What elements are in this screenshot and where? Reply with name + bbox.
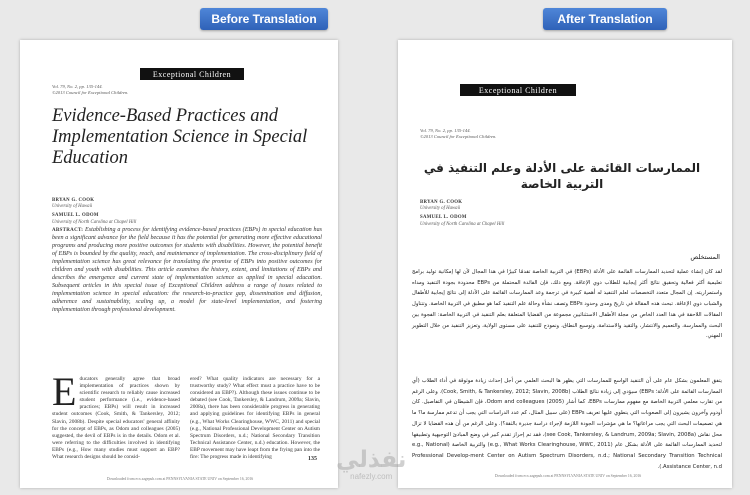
watermark-url: nafezly.com — [350, 472, 393, 481]
author-affiliation: University of North Carolina at Chapel Hill — [420, 221, 505, 227]
author-name: SAMUEL L. ODOM — [52, 213, 99, 219]
meta-line: ©2013 Council for Exceptional Children. — [52, 90, 129, 95]
original-page — [20, 40, 338, 488]
meta-line: ©2013 Council for Exceptional Children. — [420, 134, 497, 139]
meta-line: Vol. 79, No. 2, pp. 135-144. — [420, 128, 471, 133]
journal-band: Exceptional Children — [140, 68, 244, 80]
author-affiliation: University of North Carolina at Chapel Hill — [52, 219, 137, 225]
author-name: BRYAN G. COOK — [52, 198, 95, 203]
before-translation-label: Before Translation — [200, 8, 328, 30]
abstract-heading-arabic: المستخلص — [690, 253, 720, 261]
body-text: ducators generally agree that broad implementation of practices shown by scientific research to reliably cause increased student performance (i.e., evidence-based practices; EBPs) will result in increased student outcomes (Cook, Smith, & Tankersley, 2012; Slavin, 2008b). Despite special educators' general affinity for the concept of EBPs, as Odom and colleagues (2005) suggested, the devil of EBPs is in the details. Odom et al. were referring to the difficulties involved in identifying EBPs (e.g., How many studies must support an EBP? What research designs should be consid- — [52, 376, 180, 461]
abstract-arabic: لقد كان إنشاء عملية لتحديد الممارسات القائمة على الأدلة (EBPs) في التربية الخاصة تقدمًا كبيرًا في هذا المجال لأن لها إمكانية توليد برامج تعليمية أكثر فعالية وتحقيق نتائج أكثر إيجابية للطلاب ذوي الإعاقة. ومع ذلك، فإن الفائدة المحتملة من EBPs محدودة بجودة التنفيذ ومداه واستمراريته. إن المجال متعدد التخصصات لعلم التنفيذ له أهمية كبيرة في ترجمة وعد الممارسات القائمة على الأدلة إلى نتائج إيجابية للأطفال والشباب ذوي الإعاقة. تبحث هذه المقالة في تاريخ ومدى وحدود EBPs وتصف نشأة وحالة علم التنفيذ كما هو مطبق في التربية الخاصة. وتتناول المقالات اللاحقة في هذا العدد الخاص من مجلة الأطفال الاستثنائيين مجموعة من القضايا المتعلقة بعلم التنفيذ في التربية الخاصة: الفجوة بين البحث والممارسة، والتعميم والانتشار، والتقيد والاستدامة، وتوسيع النطاق، ونموذج للتنفيذ على مستوى الولاية، وتعزيز التنفيذ من خلال التطوير المهني. — [412, 269, 722, 340]
author-list — [420, 200, 504, 228]
nafezly-watermark — [336, 448, 406, 481]
author-affiliation: University of Hawaii — [420, 206, 461, 212]
body-column-1 — [52, 369, 180, 461]
journal-band: Exceptional Children — [460, 84, 576, 96]
article-meta — [52, 84, 128, 96]
author-affiliation: University of Hawaii — [52, 204, 93, 210]
author-name: BRYAN G. COOK — [420, 200, 463, 205]
author-list — [52, 198, 136, 226]
abstract-text: Establishing a process for identifying evidence-based practices (EBPs) in special education has been a significant advance for the field because it has the potential for generating more effective educational programs and producing more positive outcomes for students with disabilities. However, the potential benefit of EBPs is bounded by the quality, reach, and maintenance of implementation. The cross-disciplinary field of implementation science has great relevance for translating the promise of EBPs into positive outcomes for children and youth with disabilities. This article examines the history, extent, and limitations of EBPs and describes the emergence and current state of implementation science as applied in special education. Subsequent articles in this special issue of Exceptional Children address a range of issues related to implementation science in special education: the research-to-practice gap, dissemination and diffusion, adherence and sustainability, scaling up, a model for state-level implementation, and fostering implementation through professional development. — [52, 227, 322, 313]
translated-page — [398, 40, 732, 488]
abstract — [52, 227, 322, 314]
article-meta — [420, 128, 496, 140]
download-footer: Downloaded from ecx.sagepub.com at PENNSYLVANIA STATE UNIV on September 16, 2016 — [106, 477, 254, 481]
abstract-label: ABSTRACT: — [52, 228, 84, 233]
article-title-arabic: الممارسات القائمة على الأدلة وعلم التنفيذ في التربية الخاصة — [423, 161, 701, 191]
author-name: SAMUEL L. ODOM — [420, 215, 467, 221]
body-column-2 — [190, 376, 320, 461]
after-translation-label: After Translation — [543, 8, 667, 30]
drop-cap: E — [52, 369, 77, 414]
watermark-logo: نفذلي — [336, 447, 407, 473]
article-title: Evidence-Based Practices and Implementation Science in Special Education — [52, 106, 308, 168]
body-text: ered? What quality indicators are necessary for a trustworthy study? What effect must a practice have to be considered an EBP?). Although these issues continue to be debated (see Cook, Tankersley, & Landrum, 2009a; Slavin, 2008a), there has been considerable progress in generating and applying guidelines for identifying EBPs in general (e.g., What Works Clearinghouse, WWC, 2011) and special (e.g., National Professional Development Center on Autism Spectrum Disorders, n.d.; National Secondary Transition Technical Assistance Center, n.d.) education. However, the EBP movement may have leapt from the frying pan into the fire: The progress made in identifying — [190, 376, 320, 461]
meta-line: Vol. 79, No. 2, pp. 135-144. — [52, 84, 103, 89]
page-number: 135 — [308, 456, 317, 462]
download-footer: Downloaded from ecx.sagepub.com at PENNSYLVANIA STATE UNIV on September 16, 2016 — [494, 474, 642, 478]
body-text-arabic: يتفق المعلمون بشكل عام على أن التنفيذ الواسع للممارسات التي يظهر ها البحث العلمي من أجل إحداث زيادة موثوقة في أداء الطلاب (أي الممارسات القائمة على الأدلة؛ EBPs) سيؤدي إلى زيادة نتائج الطلاب (Cook, Smith, & Tankersley, 2012; Slavin, 2008b). وعلى الرغم من تقارب معلمي التربية الخاصة مع مفهوم ممارسات EBPs، كما أشار Odom and colleagues (2005)، فإن الشيطان في التفاصيل. كان أودوم وآخرون يشيرون إلى الصعوبات التي ينطوي عليها تعريف EBPs (على سبيل المثال، كم عدد الدراسات التي يجب أن تدعم ممارسة ما؟ ما هي تصميمات البحث التي يجب مراعاتها؟ ما هي مؤشرات الجودة اللازمة لإجراء دراسة جديرة بالثقة؟). وعلى الرغم من أن هذه القضايا لا تزال محل نقاش (see Cook, Tankersley, & Landrum, 2009a; Slavin, 2008a)، فقد تم إحراز تقدم كبير في وضع المبادئ التوجيهية وتطبيقها لتحديد الممارسات القائمة على الأدلة بشكل عام (e.g., What Works Clearinghouse, WWC, 2011) والتربية الخاصة (e.g., National Professional Develop-ment Center on Autism Spectrum Disorders, n.d.; National Secondary Transition Technical Assistance Center, n.d.). — [412, 378, 723, 470]
